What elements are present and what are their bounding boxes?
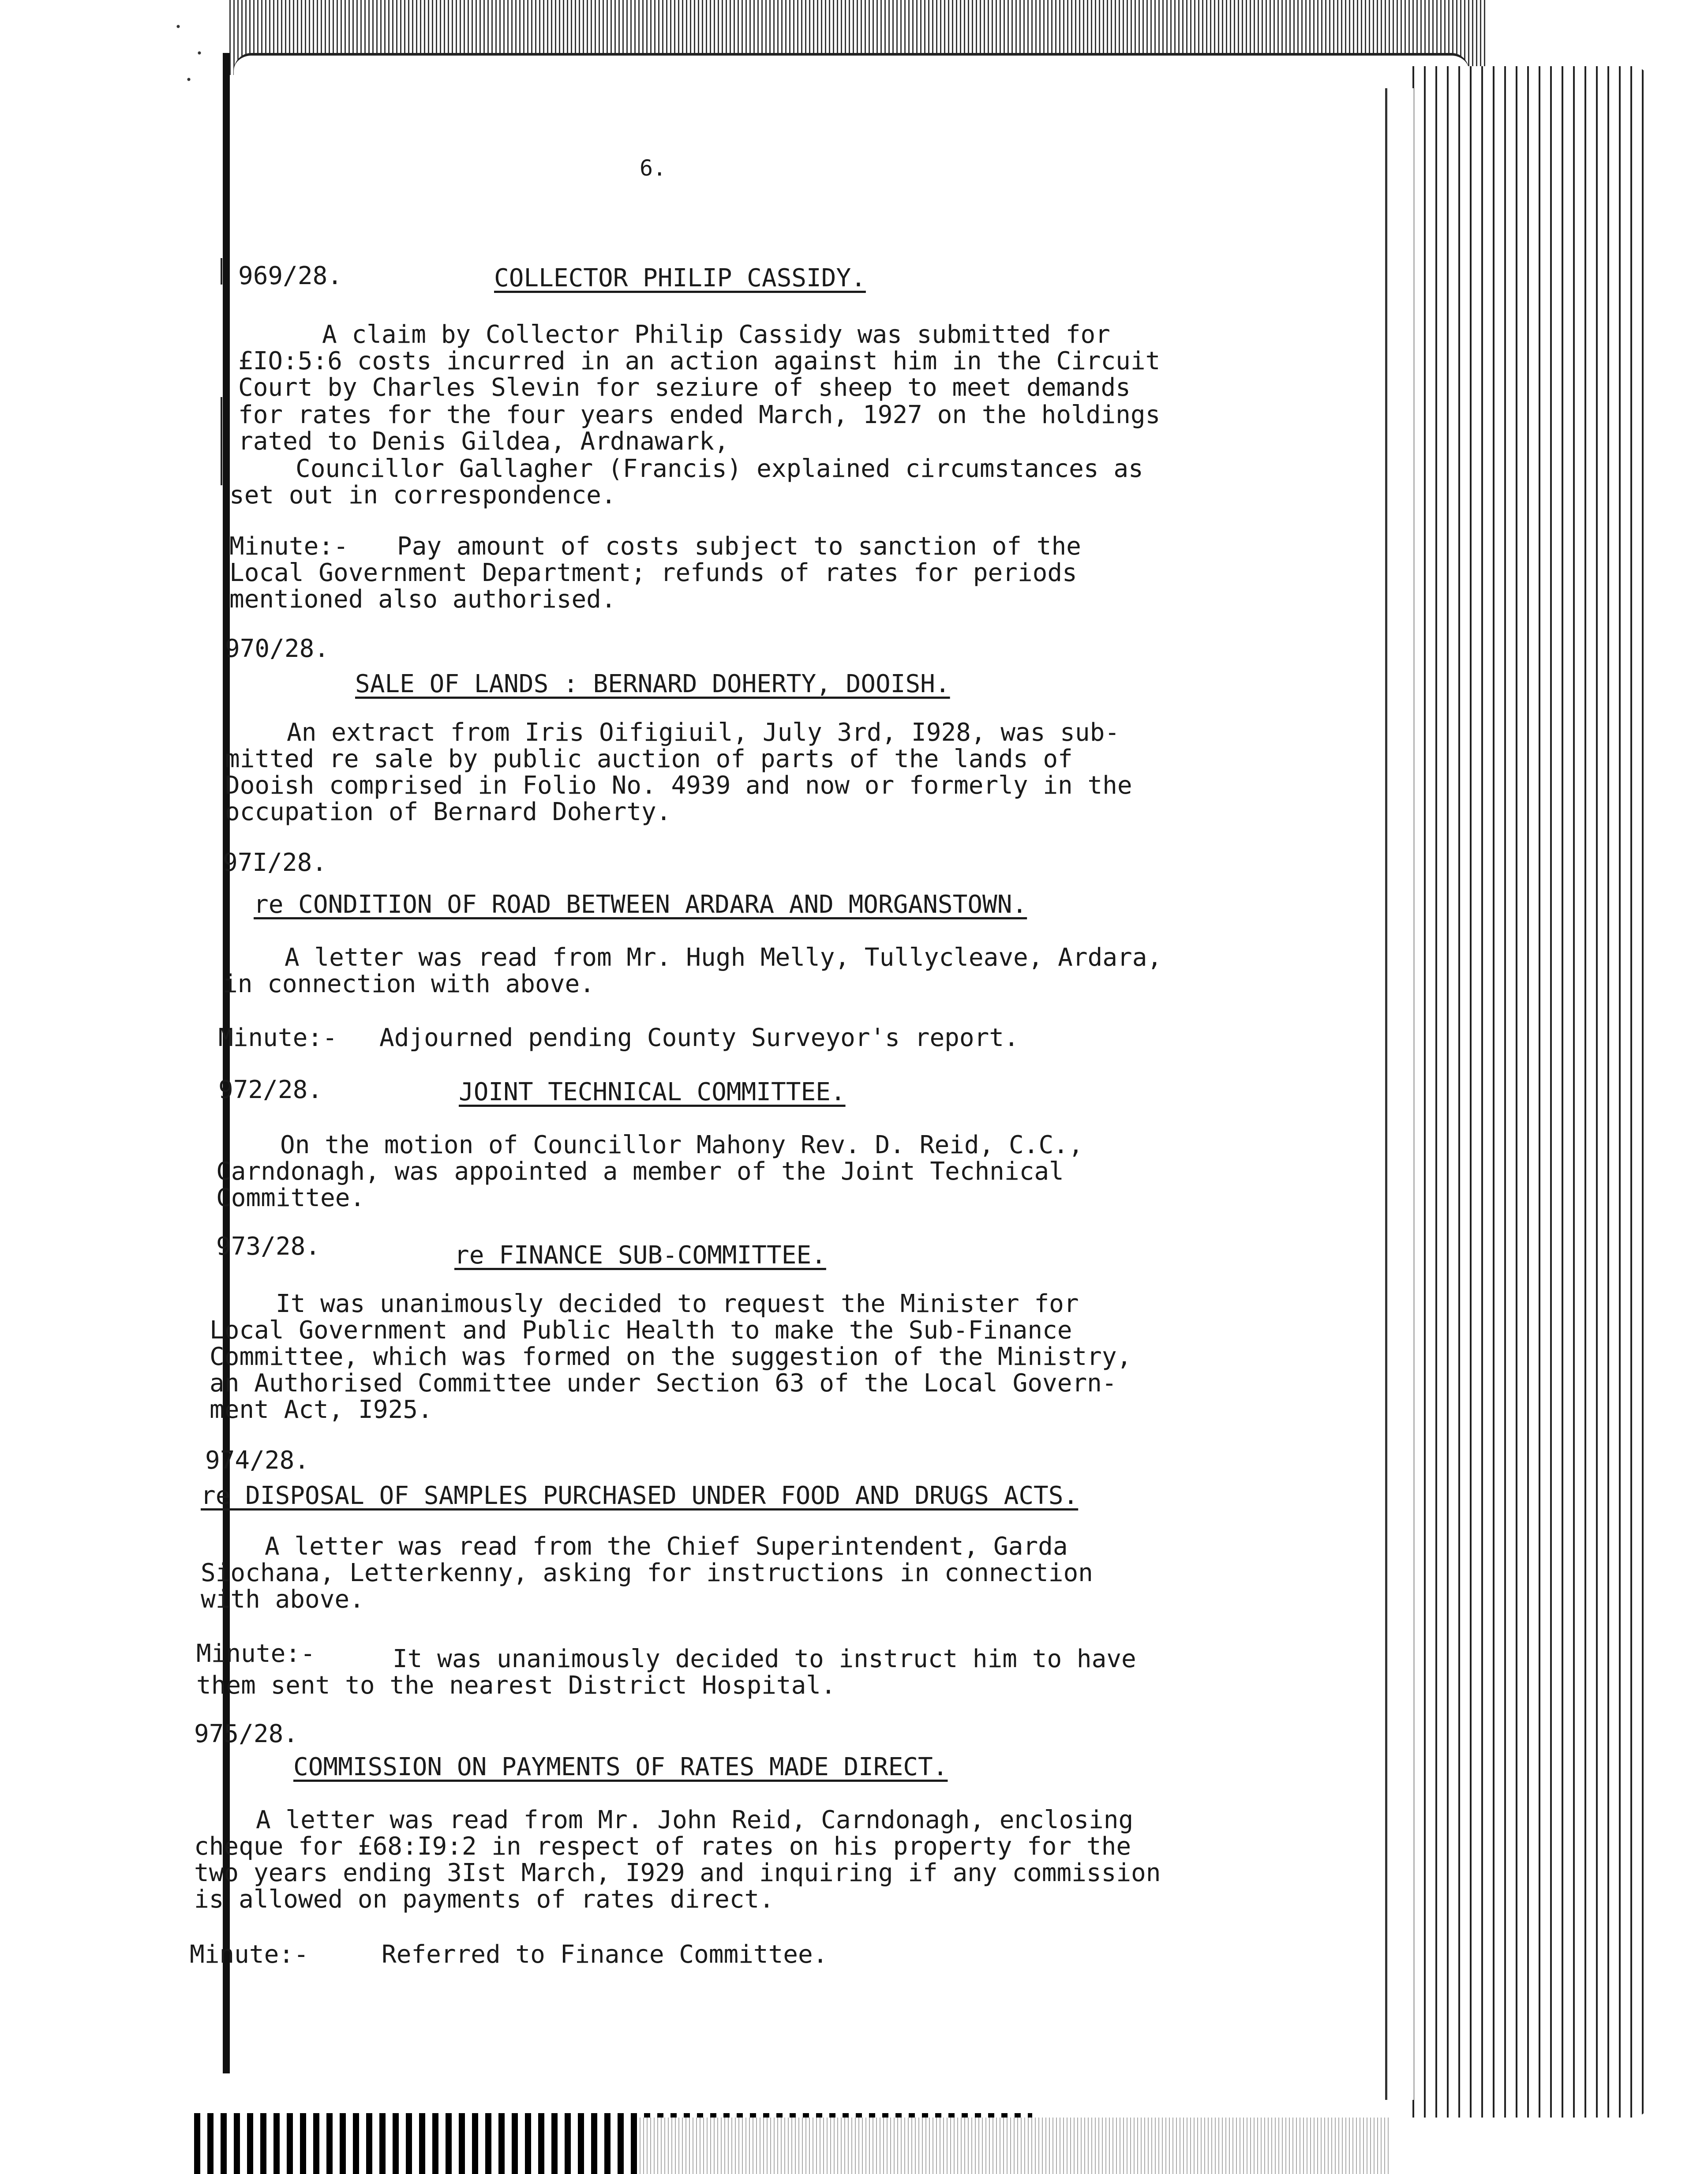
- entry-body-line: Carndonagh, was appointed a member of the Joint Technical: [216, 1157, 1064, 1186]
- page-number: 6.: [640, 155, 667, 181]
- entry-body-line: £IO:5:6 costs incurred in an action against him in the Circuit: [238, 347, 1161, 375]
- entry-body-line: occupation of Bernard Doherty.: [225, 798, 671, 826]
- minute-line: It was unanimously decided to instruct him to have: [393, 1645, 1136, 1673]
- entry-ref: 969/28.: [238, 262, 343, 290]
- entry-body-line: A claim by Collector Philip Cassidy was submitted for: [322, 320, 1110, 349]
- entry-body-line: for rates for the four years ended March, 1927 on the holdings: [238, 401, 1161, 429]
- entry-body-line: Local Government and Public Health to make the Sub-Finance: [210, 1316, 1072, 1345]
- margin-mark: [221, 397, 222, 485]
- minute-line: Referred to Finance Committee.: [382, 1940, 828, 1969]
- entry-body-line: cheque for £68:I9:2 in respect of rates on his property for the: [194, 1832, 1131, 1861]
- entry-heading: re DISPOSAL OF SAMPLES PURCHASED UNDER FOOD AND DRUGS ACTS.: [201, 1481, 1079, 1510]
- margin-mark: [221, 258, 222, 285]
- entry-body-line: A letter was read from Mr. Hugh Melly, Tullycleave, Ardara,: [285, 943, 1162, 972]
- minute-line: Pay amount of costs subject to sanction of the: [397, 532, 1081, 561]
- minute-line: them sent to the nearest District Hospital.: [196, 1671, 836, 1700]
- entry-body-line: two years ending 3Ist March, I929 and inquiring if any commission: [194, 1859, 1161, 1887]
- entry-body-line: A letter was read from Mr. John Reid, Carndonagh, enclosing: [256, 1806, 1134, 1834]
- book-left-edge: [223, 53, 230, 2073]
- entry-heading: re FINANCE SUB-COMMITTEE.: [454, 1241, 826, 1270]
- page-top-curl: [234, 53, 1469, 91]
- minute-line: Adjourned pending County Surveyor's report.: [379, 1023, 1019, 1052]
- entry-heading: JOINT TECHNICAL COMMITTEE.: [459, 1078, 846, 1106]
- entry-body-line: Court by Charles Slevin for seziure of sheep to meet demands: [238, 373, 1131, 402]
- entry-ref: 974/28.: [205, 1446, 310, 1475]
- entry-body-line: rated to Denis Gildea, Ardnawark,: [238, 427, 729, 456]
- entry-ref: 975/28.: [194, 1720, 299, 1748]
- entry-ref: 972/28.: [218, 1076, 323, 1104]
- minute-label: Minute:-: [190, 1940, 309, 1969]
- entry-body-line: Dooish comprised in Folio No. 4939 and now or formerly in the: [225, 771, 1132, 800]
- minute-label: Minute:-: [229, 532, 348, 561]
- entry-body-line: A letter was read from the Chief Superintendent, Garda: [265, 1532, 1068, 1561]
- minute-line: mentioned also authorised.: [229, 585, 616, 614]
- scan-speck: [168, 9, 221, 97]
- entry-body-line: an Authorised Committee under Section 63 of the Local Govern-: [210, 1369, 1117, 1398]
- entry-body-line: Siochana, Letterkenny, asking for instructions in connection: [201, 1559, 1093, 1587]
- entry-body-line: in connection with above.: [223, 970, 595, 998]
- entry-body-line: mitted re sale by public auction of parts of the lands of: [225, 745, 1073, 773]
- entry-heading: SALE OF LANDS : BERNARD DOHERTY, DOOISH.: [355, 670, 950, 698]
- entry-body-line: with above.: [201, 1585, 364, 1614]
- entry-body-line: set out in correspondence.: [229, 481, 616, 510]
- book-right-page-stack: [1403, 66, 1650, 2118]
- entry-ref: 973/28.: [216, 1232, 321, 1261]
- minute-line: Local Government Department; refunds of rates for periods: [229, 558, 1077, 587]
- entry-body-line: On the motion of Councillor Mahony Rev. D. Reid, C.C.,: [280, 1131, 1083, 1159]
- entry-body-line: is allowed on payments of rates direct.: [194, 1885, 774, 1914]
- entry-body-line: An extract from Iris Oifigiuil, July 3rd, I928, was sub-: [287, 718, 1120, 747]
- entry-ref: 970/28.: [225, 634, 330, 663]
- entry-heading: COMMISSION ON PAYMENTS OF RATES MADE DIRECT.: [293, 1753, 948, 1781]
- entry-body-line: It was unanimously decided to request the Minister for: [276, 1289, 1079, 1318]
- page-right-edge: [1385, 88, 1414, 2100]
- minute-label: Minute:-: [218, 1023, 337, 1052]
- book-bottom-edge-light: [640, 2118, 1390, 2174]
- minute-label: Minute:-: [196, 1639, 315, 1668]
- entry-ref: 97I/28.: [223, 848, 327, 877]
- entry-heading: COLLECTOR PHILIP CASSIDY.: [494, 264, 866, 292]
- entry-body-line: Committee.: [216, 1184, 365, 1212]
- entry-body-line: Committee, which was formed on the suggestion of the Ministry,: [210, 1342, 1132, 1371]
- entry-body-line: ment Act, I925.: [210, 1395, 433, 1424]
- entry-heading: re CONDITION OF ROAD BETWEEN ARDARA AND MORGANSTOWN.: [254, 890, 1027, 919]
- entry-body-line: Councillor Gallagher (Francis) explained circumstances as: [296, 454, 1143, 483]
